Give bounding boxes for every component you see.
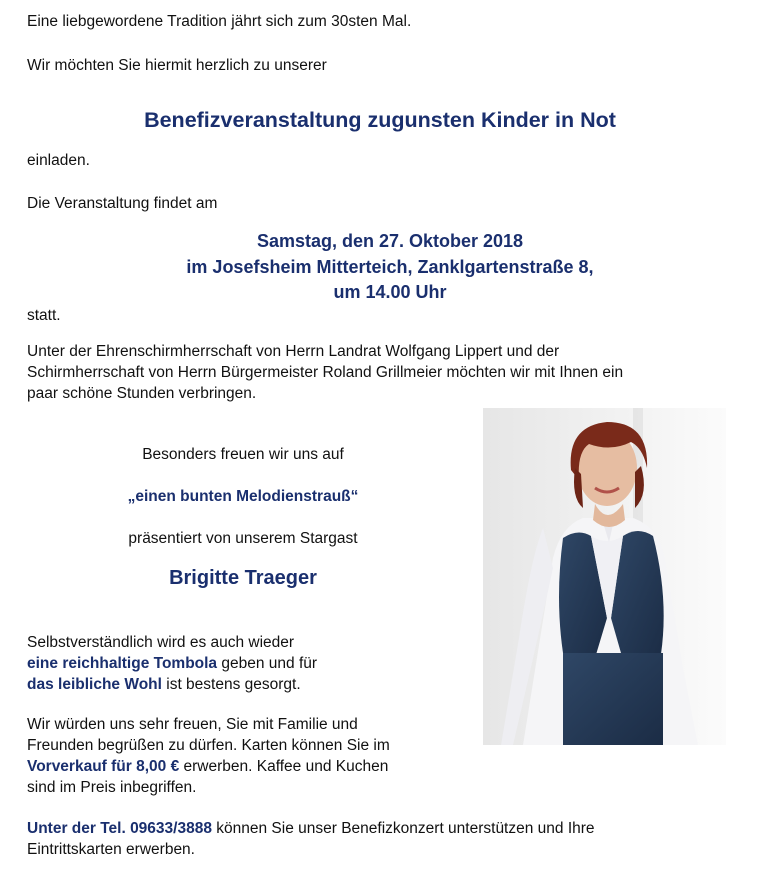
highlight-presented: präsentiert von unserem Stargast <box>128 530 358 547</box>
statt-word: statt. <box>27 307 61 324</box>
highlight-lead: Besonders freuen wir uns auf <box>142 446 344 463</box>
tombola-bold-1: eine reichhaltige Tombola <box>27 655 218 672</box>
headline: Benefizveranstaltung zugunsten Kinder in Not <box>144 108 616 132</box>
tickets-line-2: Freunden begrüßen zu dürfen. Karten können Sie im <box>27 737 390 754</box>
patronage-line-1: Unter der Ehrenschirmherrschaft von Herrn Landrat Wolfgang Lippert und der <box>27 343 560 360</box>
tombola-bold-2: das leibliche Wohl <box>27 676 162 693</box>
intro-line-1: Eine liebgewordene Tradition jährt sich zum 30sten Mal. <box>27 13 412 30</box>
tombola-rest-2: ist bestens gesorgt. <box>161 676 301 693</box>
tickets-line-1: Wir würden uns sehr freuen, Sie mit Familie und <box>27 716 358 733</box>
tickets-line-3 <box>27 756 388 777</box>
patronage-line-2: Schirmherrschaft von Herrn Bürgermeister Roland Grillmeier möchten wir mit Ihnen ein <box>27 364 624 381</box>
tombola-line-3 <box>27 674 301 695</box>
tickets-line-4: sind im Preis inbegriffen. <box>27 779 197 796</box>
phone-number: Unter der Tel. 09633/3888 <box>27 820 212 837</box>
tombola-line-1: Selbstverständlich wird es auch wieder <box>27 634 295 651</box>
tickets-rest: erwerben. Kaffee und Kuchen <box>179 758 389 775</box>
patronage-line-3: paar schöne Stunden verbringen. <box>27 385 257 402</box>
tombola-rest-1: geben und für <box>217 655 318 672</box>
highlight-title: „einen bunten Melodienstrauß“ <box>127 488 359 505</box>
intro-line-2: Wir möchten Sie hiermit herzlich zu unserer <box>27 57 327 74</box>
artist-name: Brigitte Traeger <box>169 567 317 589</box>
event-place: im Josefsheim Mitterteich, Zanklgartenstraße 8, <box>186 257 594 277</box>
phone-rest: können Sie unser Benefizkonzert unterstützen und Ihre <box>211 820 595 837</box>
event-intro: Die Veranstaltung findet am <box>27 195 218 212</box>
invite-word: einladen. <box>27 152 90 169</box>
event-time: um 14.00 Uhr <box>333 282 447 302</box>
artist-portrait-illustration <box>483 408 726 745</box>
phone-line-1 <box>27 818 595 839</box>
event-date: Samstag, den 27. Oktober 2018 <box>256 231 524 251</box>
tombola-line-2 <box>27 653 317 674</box>
phone-line-2: Eintrittskarten erwerben. <box>27 841 195 858</box>
tickets-price: Vorverkauf für 8,00 € <box>27 758 180 775</box>
artist-photo <box>483 408 726 745</box>
